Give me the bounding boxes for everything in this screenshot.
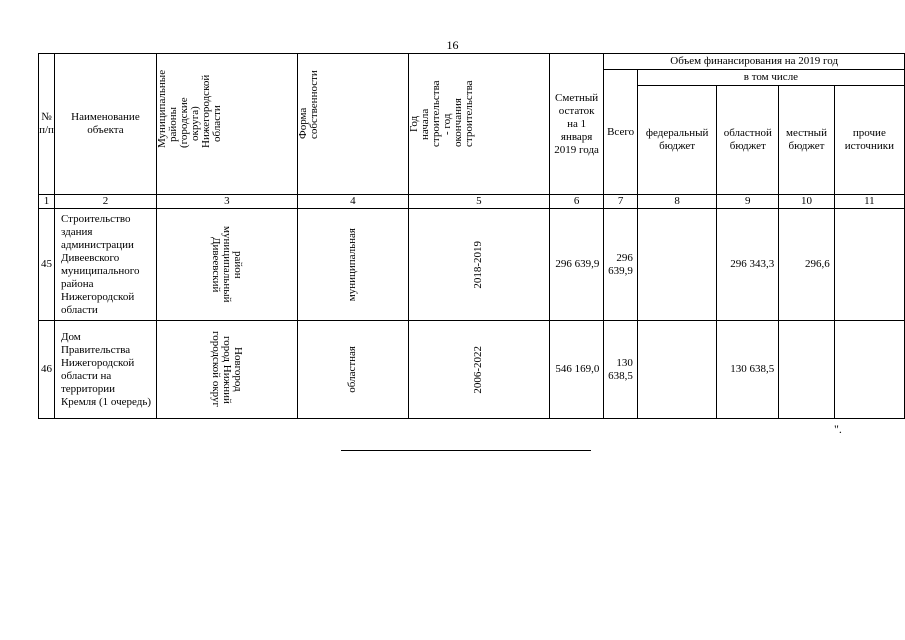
row-federal	[637, 321, 717, 419]
colnum-4: 4	[297, 195, 408, 209]
row-local: 296,6	[779, 209, 835, 321]
row-name: Дом Правительства Нижегородской области на территории Кремля (1 очередь)	[54, 321, 156, 419]
row-other	[834, 321, 904, 419]
financing-table	[38, 53, 905, 419]
header-estimate: Сметный остаток на 1 января 2019 года	[549, 54, 603, 195]
colnum-10: 10	[779, 195, 835, 209]
colnum-2: 2	[54, 195, 156, 209]
row-district-line: город Нижний	[221, 335, 234, 404]
header-local: местный бюджет	[779, 86, 835, 195]
separator-line	[341, 450, 591, 451]
row-federal	[637, 209, 717, 321]
header-total: Всего	[604, 70, 638, 195]
row-ownership	[297, 321, 408, 419]
row-years	[408, 209, 549, 321]
row-district-line: муниципальный	[221, 226, 234, 303]
header-other: прочие источники	[834, 86, 904, 195]
row-num: 46	[39, 321, 55, 419]
row-ownership-text: муниципальная	[346, 227, 359, 302]
row-estimate: 296 639,9	[549, 209, 603, 321]
page-number: 16	[446, 38, 459, 52]
row-local	[779, 321, 835, 419]
table-row	[39, 209, 905, 321]
row-regional: 296 343,3	[717, 209, 779, 321]
row-ownership	[297, 209, 408, 321]
header-years-text: Год начала строительства - год окончания строительства	[407, 80, 475, 147]
colnum-5: 5	[408, 195, 549, 209]
row-total: 296 639,9	[604, 209, 638, 321]
header-regional: областной бюджет	[717, 86, 779, 195]
header-district	[156, 54, 297, 195]
row-other	[834, 209, 904, 321]
row-district	[156, 321, 297, 419]
header-years	[408, 54, 549, 195]
row-district	[156, 209, 297, 321]
colnum-3: 3	[156, 195, 297, 209]
header-including: в том числе	[637, 70, 904, 86]
header-federal: федеральный бюджет	[637, 86, 717, 195]
row-district-line: городской округ	[210, 331, 223, 408]
row-name: Строительство здания администрации Дивеевского муниципального района Нижегородской области	[54, 209, 156, 321]
row-estimate: 546 169,0	[549, 321, 603, 419]
row-district-line: Новгород	[232, 347, 245, 392]
colnum-6: 6	[549, 195, 603, 209]
colnum-9: 9	[717, 195, 779, 209]
header-financing-group: Объем финансирования на 2019 год	[604, 54, 905, 70]
row-years	[408, 321, 549, 419]
row-district-line: район	[232, 250, 245, 279]
header-num: № п/п	[39, 54, 55, 195]
header-ownership	[297, 54, 408, 195]
row-years-text: 2006-2022	[472, 345, 485, 394]
closing-quote-mark: ".	[834, 422, 842, 436]
row-regional: 130 638,5	[717, 321, 779, 419]
row-years-text: 2018-2019	[472, 240, 485, 289]
colnum-1: 1	[39, 195, 55, 209]
colnum-7: 7	[604, 195, 638, 209]
row-ownership-text: областная	[346, 346, 359, 393]
row-district-line: Дивеевский	[210, 236, 223, 293]
header-ownership-text: Форма собственности	[296, 70, 320, 139]
colnum-8: 8	[637, 195, 717, 209]
header-name: Наименование объекта	[54, 54, 156, 195]
header-district-text: Муниципальные районы (городские округа) Нижегородской области	[155, 69, 223, 148]
row-num: 45	[39, 209, 55, 321]
table-row	[39, 321, 905, 419]
row-total: 130 638,5	[604, 321, 638, 419]
colnum-11: 11	[834, 195, 904, 209]
